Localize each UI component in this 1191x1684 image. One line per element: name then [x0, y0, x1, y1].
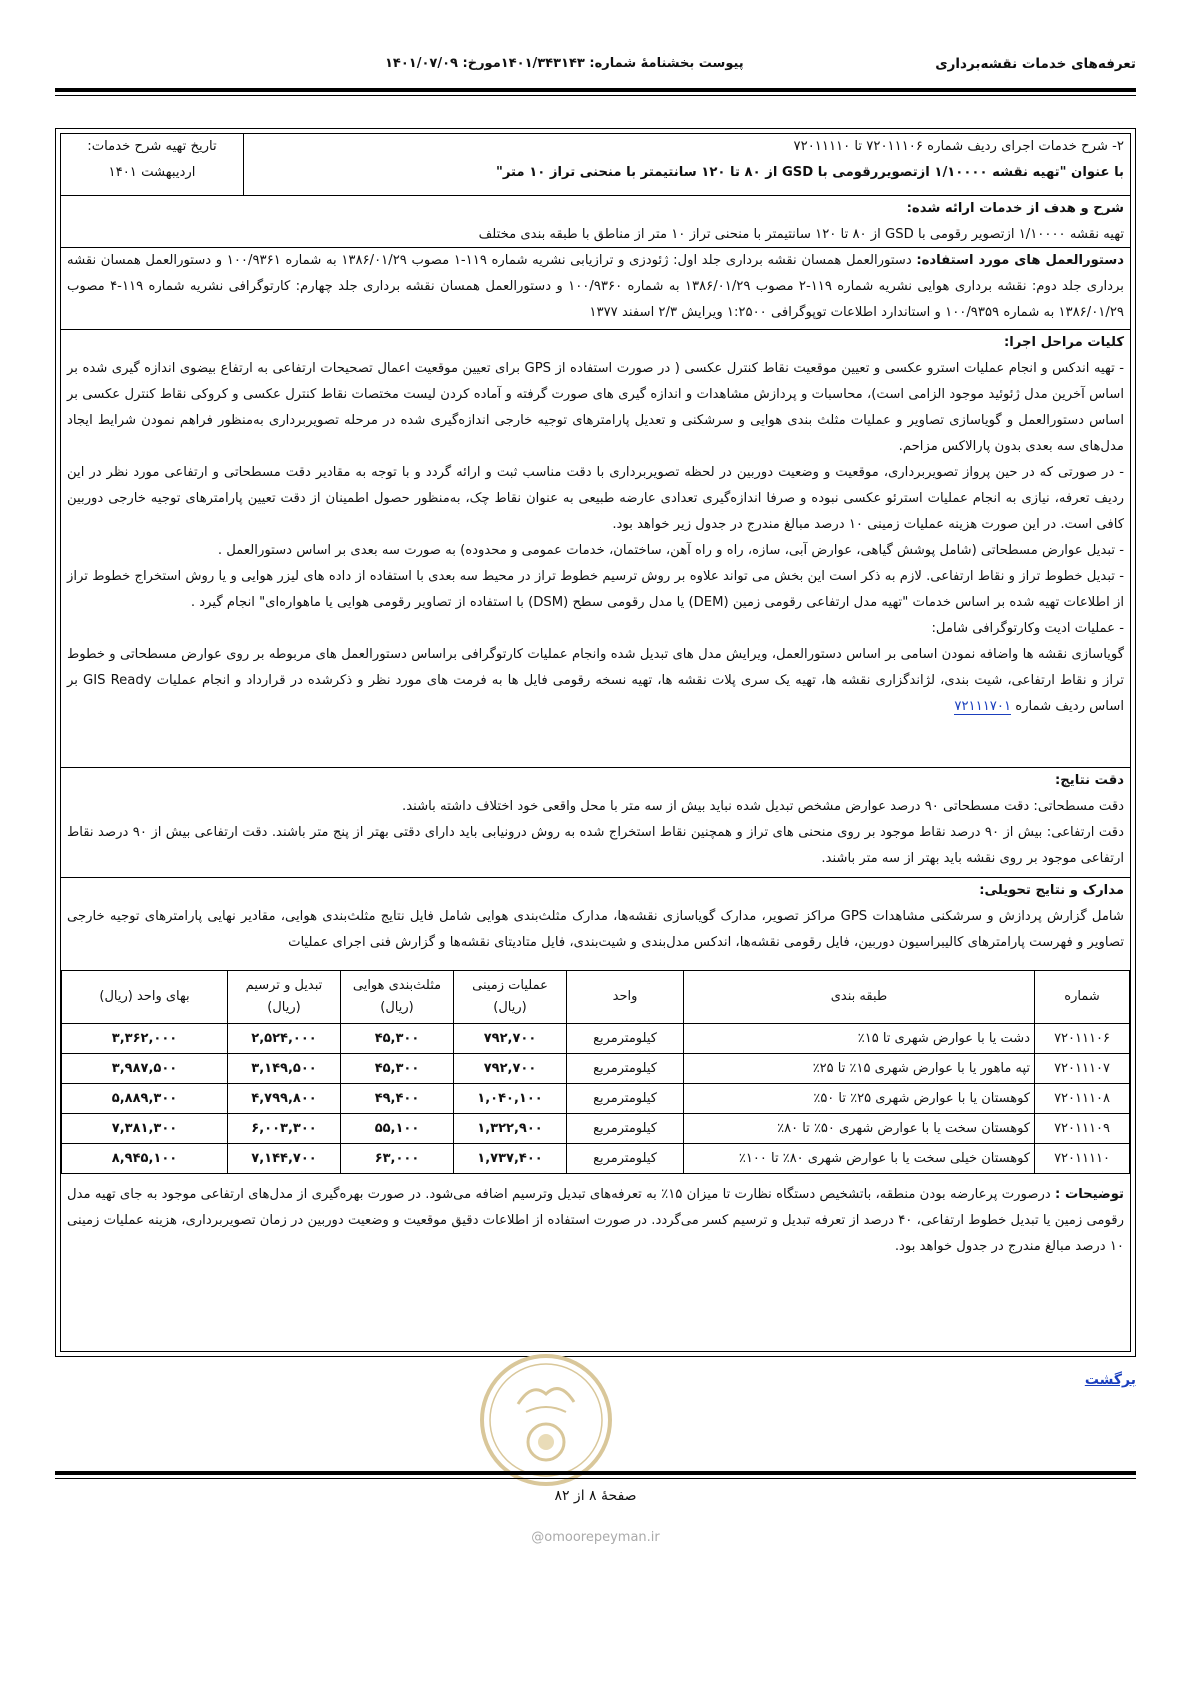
cell-draft: ۳,۱۴۹,۵۰۰ — [228, 1054, 341, 1084]
page-header — [55, 52, 1136, 78]
header-title: تعرفه‌های خدمات نقشه‌برداری — [935, 56, 1136, 72]
notes-section — [61, 1182, 1130, 1260]
page-number: صفحهٔ ۸ از ۸۲ — [554, 1488, 637, 1504]
steps-section — [61, 330, 1130, 768]
cell-triang: ۴۵,۳۰۰ — [341, 1054, 454, 1084]
col-triangulation: مثلث‌بندی هوایی (ریال) — [341, 971, 454, 1024]
date-label: تاریخ تهیه شرح خدمات: — [87, 139, 217, 154]
notes-label: توضیحات : — [1055, 1187, 1125, 1202]
deliverables-heading: مدارک و نتایج تحویلی: — [979, 883, 1124, 898]
header-rule — [55, 88, 1136, 92]
cell-ground: ۱,۰۴۰,۱۰۰ — [454, 1084, 567, 1114]
cell-category: کوهستان سخت یا با عوارض شهری ۵۰٪ تا ۸۰٪ — [684, 1114, 1035, 1144]
col-ground: عملیات زمینی (ریال) — [454, 971, 567, 1024]
gis-ready-reference[interactable]: ۷۲۱۱۱۷۰۱ — [954, 699, 1012, 714]
table-row — [62, 1024, 1130, 1054]
cell-price: ۳,۹۸۷,۵۰۰ — [62, 1054, 228, 1084]
service-title-row — [61, 134, 1130, 196]
accuracy-section — [61, 768, 1130, 878]
steps-para-5: - عملیات ادیت وکارتوگرافی شامل: — [931, 621, 1124, 636]
steps-para-3: - تبدیل عوارض مسطحاتی (شامل پوشش گیاهی، عوارض آبی، سازه، راه و راه آهن، ساختمان، خدمات عمومی و محدوده) به صورت سه بعدی بر اساس دستورالعمل . — [217, 543, 1124, 558]
cell-ground: ۱,۳۲۲,۹۰۰ — [454, 1114, 567, 1144]
cell-triang: ۶۳,۰۰۰ — [341, 1144, 454, 1174]
goal-heading: شرح و هدف از خدمات ارائه شده: — [906, 201, 1124, 216]
cell-draft: ۶,۰۰۳,۳۰۰ — [228, 1114, 341, 1144]
site-watermark: @omoorepeyman.ir — [531, 1530, 660, 1545]
steps-para-1: - تهیه اندکس و انجام عملیات استرو عکسی و تعیین موقعیت نقاط کنترل عکسی ( در صورت استفاده از GPS برای تعیین موقعیت اعمال تصحیحات ارتفاعی به ارتفاع بیضوی اندازه گیری شده بر اساس آخرین مدل ژئوئید موجود الزامی است)، محاسبات و پردازش مشاهدات و اندازه گیری های صورت گرفته و آماده کردن لیست مختصات نقاط کنترل عکسی و کروکی نقاط کنترل عکسی بر اساس دستورالعمل و گویاسازی تصاویر و عملیات مثلث بندی هوایی و سرشکنی و تعدیل پارامترهای توجیه خارجی اندازه‌گیری شده در مرحله تصویربرداری به‌منظور فراهم نمودن شرایط ایجاد مدل‌های سه بعدی بدون پارالاکس مزاحم. — [67, 361, 1124, 454]
steps-para-4: - تبدیل خطوط تراز و نقاط ارتفاعی. لازم به ذکر است این بخش می تواند علاوه بر روش ترسیم خطوط تراز در محیط سه بعدی با استفاده از داده های لیزر هوایی و یا روش استخراج خطوط تراز از اطلاعات تهیه شده بر اساس خدمات "تهیه مدل ارتفاعی رقومی زمین (DEM) یا مدل رقومی سطح (DSM) با استفاده از تصاویر رقومی هوایی یا ماهواره‌ای" انجام گیرد . — [67, 569, 1124, 610]
cell-triang: ۴۹,۴۰۰ — [341, 1084, 454, 1114]
steps-para-6: گویاسازی نقشه ها واضافه نمودن اسامی بر اساس دستورالعمل، ویرایش مدل های تبدیل شده وانجام عملیات کارتوگرافی براساس دستورالعمل های مربوطه بر روی عوارض مسطحاتی و خطوط تراز و نقاط ارتفاعی، شیت بندی، لژاندگزاری نقشه ها، تهیه یک سری پلات نقشه ها، تهیه نسخه رقومی فایل ها به فرمت های مورد نظر و ذکرشده در قرارداد و انجام عملیات GIS Ready بر اساس ردیف شماره — [67, 647, 1124, 714]
header-rule-thin — [55, 95, 1136, 96]
footer-rule-thin — [55, 1478, 1136, 1479]
deliverables-text: شامل گزارش پردازش و سرشکنی مشاهدات GPS مراکز تصویر، مدارک گویاسازی نقشه‌ها، مدارک مثلث‌بندی هوایی شامل فایل نتایج مثلث‌بندی هوایی، مقادیر نهایی پارامترهای توجیه خارجی تصاویر و فهرست پارامترهای کالیبراسیون دوربین، فایل رقومی نقشه‌ها، اندکس مدل‌بندی و شیت‌بندی، فایل متادیتای نقشه‌ها و گزارش فنی اجرای عملیات — [67, 909, 1124, 950]
col-code: شماره — [1035, 971, 1130, 1024]
date-value: اردیبهشت ۱۴۰۱ — [108, 165, 196, 180]
cell-category: کوهستان یا با عوارض شهری ۲۵٪ تا ۵۰٪ — [684, 1084, 1035, 1114]
cell-unit: کیلومترمربع — [567, 1084, 684, 1114]
standards-text: دستورالعمل همسان نقشه برداری جلد اول: ژئودزی و ترازیابی نشریه شماره ۱۱۹-۱ مصوب ۱۳۸۶/۰۱/۲۹ به شماره ۱۰۰/۹۳۶۱ و دستورالعمل همسان نقشه برداری جلد دوم: نقشه برداری هوایی نشریه شماره ۱۱۹-۲ مصوب ۱۳۸۶/۰۱/۲۹ به شماره ۱۰۰/۹۳۶۰ و دستورالعمل همسان نقشه برداری جلد چهارم: کارتوگرافی نشریه شماره ۱۱۹-۴ مصوب ۱۳۸۶/۰۱/۲۹ به شماره ۱۰۰/۹۳۵۹ و استاندارد اطلاعات توپوگرافی ۱:۲۵۰۰ ویرایش ۲/۳ اسفند ۱۳۷۷ — [67, 253, 1124, 320]
back-link[interactable]: برگشت — [1084, 1372, 1136, 1388]
cell-draft: ۷,۱۴۴,۷۰۰ — [228, 1144, 341, 1174]
col-category: طبقه بندی — [684, 971, 1035, 1024]
steps-para-2: - در صورتی که در حین پرواز تصویربرداری، موقعیت و وضعیت دوربین در لحظه تصویربرداری با دقت مناسب ثبت و ارائه گردد و با توجه به مقادیر دقت مسطحاتی و ارتفاعی مورد نظر در این ردیف تعرفه، نیازی به انجام عملیات استرئو عکسی نبوده و صرفا اندازه‌گیری تعدادی عارضه طبیعی به عنوان نقاط چک، به‌منظور حصول اطمینان از دقت تعیین پارامترهای توجیه خارجی دوربین کافی است. در این صورت هزینه عملیات زمینی ۱۰ درصد مبالغ مندرج در جدول زیر خواهد بود. — [67, 465, 1124, 532]
cell-triang: ۵۵,۱۰۰ — [341, 1114, 454, 1144]
cell-code: ۷۲۰۱۱۱۰۶ — [1035, 1024, 1130, 1054]
cell-unit: کیلومترمربع — [567, 1024, 684, 1054]
accuracy-heading: دقت نتایج: — [1055, 773, 1124, 788]
footer-rule — [55, 1471, 1136, 1475]
table-header-row — [62, 971, 1130, 1024]
cell-code: ۷۲۰۱۱۱۰۸ — [1035, 1084, 1130, 1114]
col-unit: واحد — [567, 971, 684, 1024]
cell-price: ۷,۳۸۱,۳۰۰ — [62, 1114, 228, 1144]
accuracy-altimetric: دقت ارتفاعی: بیش از ۹۰ درصد نقاط موجود بر روی منحنی های تراز و همچنین نقاط استخراج شده به روش درونیابی باید دارای دقتی بهتر از پنج متر باشند. دقت ارتفاعی بیش از ۹۰ درصد نقاط ارتفاعی موجود بر روی نقشه باید بهتر از سه متر باشند. — [67, 825, 1124, 866]
header-reference: پیوست بخشنامهٔ شماره: ۱۴۰۱/۳۴۳۱۴۳مورخ: ۱۴۰۱/۰۷/۰۹ — [385, 56, 744, 71]
tariff-table — [61, 970, 1130, 1174]
steps-heading: کلیات مراحل اجرا: — [1003, 335, 1124, 350]
table-row — [62, 1144, 1130, 1174]
goal-text: تهیه نقشه ۱/۱۰۰۰۰ ازتصویر رقومی با GSD از ۸۰ تا ۱۲۰ سانتیمتر با منحنی تراز ۱۰ متر از مناطق با طبقه بندی مختلف — [478, 227, 1124, 242]
deliverables-section — [61, 878, 1130, 970]
cell-draft: ۴,۷۹۹,۸۰۰ — [228, 1084, 341, 1114]
cell-category: تپه ماهور یا با عوارض شهری ۱۵٪ تا ۲۵٪ — [684, 1054, 1035, 1084]
document-frame — [55, 128, 1136, 1357]
goal-section — [61, 196, 1130, 248]
table-row — [62, 1054, 1130, 1084]
cell-draft: ۲,۵۲۴,۰۰۰ — [228, 1024, 341, 1054]
omoore-peyman-seal-watermark — [478, 1352, 614, 1488]
cell-unit: کیلومترمربع — [567, 1054, 684, 1084]
table-row — [62, 1114, 1130, 1144]
standards-heading: دستورالعمل های مورد استفاده: — [916, 253, 1124, 268]
cell-price: ۸,۹۴۵,۱۰۰ — [62, 1144, 228, 1174]
cell-category: کوهستان خیلی سخت یا با عوارض شهری ۸۰٪ تا ۱۰۰٪ — [684, 1144, 1035, 1174]
cell-unit: کیلومترمربع — [567, 1114, 684, 1144]
accuracy-planimetric: دقت مسطحاتی: دقت مسطحاتی ۹۰ درصد عوارض مشخص تبدیل شده نباید بیش از سه متر با محل واقعی خود اختلاف داشته باشند. — [402, 799, 1124, 814]
col-drafting: تبدیل و ترسیم (ریال) — [228, 971, 341, 1024]
cell-code: ۷۲۰۱۱۱۰۷ — [1035, 1054, 1130, 1084]
cell-code: ۷۲۰۱۱۱۰۹ — [1035, 1114, 1130, 1144]
col-unit-price: بهای واحد (ریال) — [62, 971, 228, 1024]
cell-ground: ۷۹۲,۷۰۰ — [454, 1054, 567, 1084]
service-title-line: با عنوان "تهیه نقشه ۱/۱۰۰۰۰ ازتصویررقومی با GSD از ۸۰ تا ۱۲۰ سانتیمتر با منحنی تراز ۱۰ متر" — [495, 165, 1124, 180]
service-number-line: ۲- شرح خدمات اجرای ردیف شماره ۷۲۰۱۱۱۰۶ تا ۷۲۰۱۱۱۱۰ — [793, 139, 1124, 154]
table-row — [62, 1084, 1130, 1114]
cell-category: دشت یا با عوارض شهری تا ۱۵٪ — [684, 1024, 1035, 1054]
cell-unit: کیلومترمربع — [567, 1144, 684, 1174]
date-cell — [61, 134, 244, 196]
cell-ground: ۷۹۲,۷۰۰ — [454, 1024, 567, 1054]
notes-text: درصورت پرعارضه بودن منطقه، باتشخیص دستگاه نظارت تا میزان ۱۵٪ به تعرفه‌های تبدیل وترسیم اضافه می‌شود. در صورت بهره‌گیری از مدل‌های ارتفاعی موجود به جای تهیه مدل رقومی زمین یا تبدیل خطوط ارتفاعی، ۴۰ درصد از تعرفه تبدیل و ترسیم کسر می‌گردد. در صورت استفاده از اطلاعات دقیق موقعیت و وضعیت دوربین در زمان تصویربرداری، هزینه عملیات زمینی ۱۰ درصد مبالغ مندرج در جدول خواهد بود. — [67, 1187, 1124, 1254]
cell-code: ۷۲۰۱۱۱۱۰ — [1035, 1144, 1130, 1174]
cell-ground: ۱,۷۳۷,۴۰۰ — [454, 1144, 567, 1174]
cell-price: ۳,۳۶۲,۰۰۰ — [62, 1024, 228, 1054]
cell-triang: ۴۵,۳۰۰ — [341, 1024, 454, 1054]
standards-section — [61, 248, 1130, 330]
cell-price: ۵,۸۸۹,۳۰۰ — [62, 1084, 228, 1114]
